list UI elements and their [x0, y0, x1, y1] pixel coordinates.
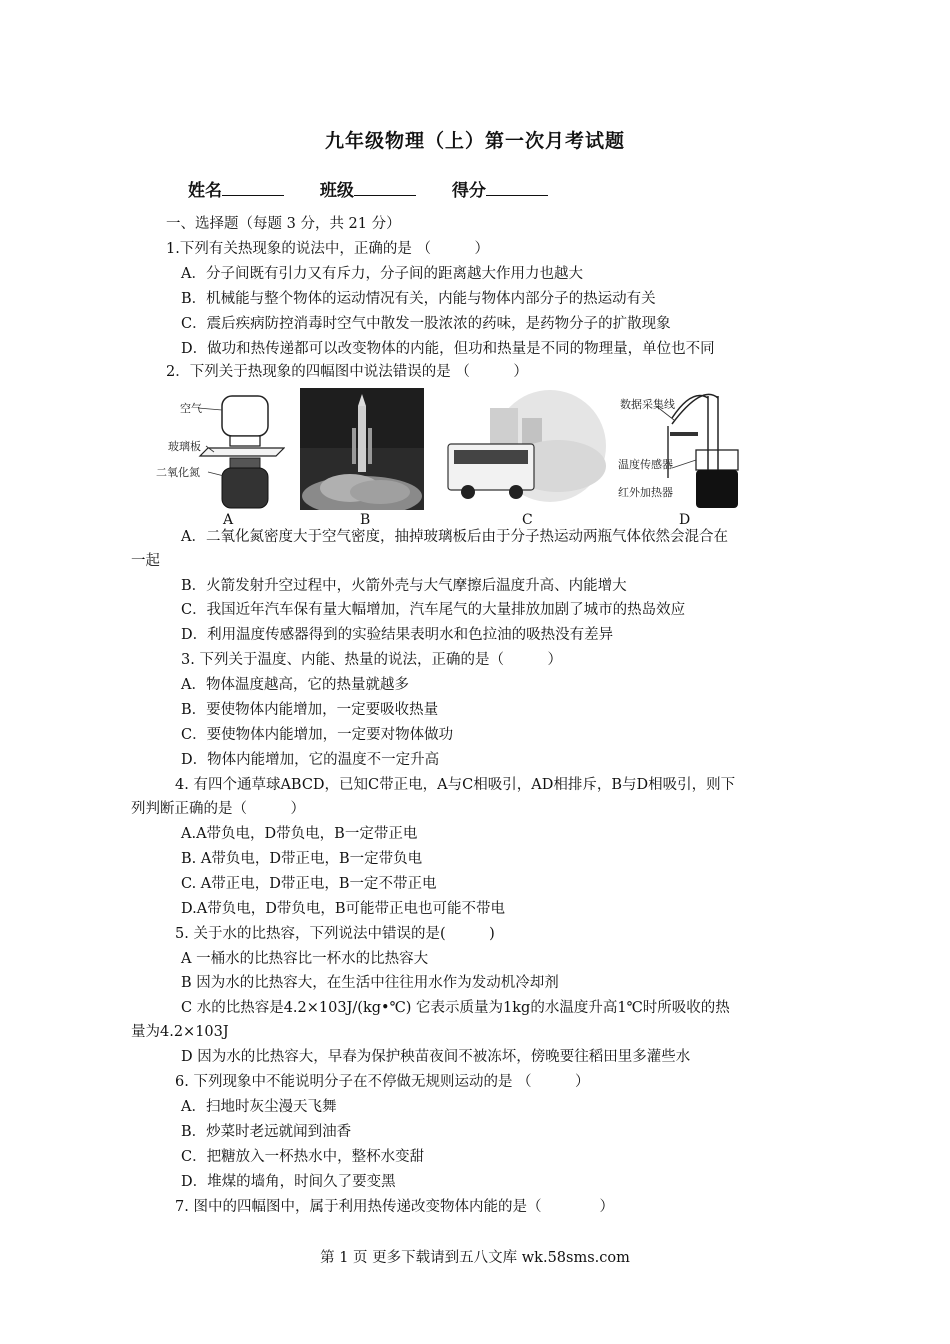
question-4-option-d: D.A带负电，D带负电，B可能带正电也可能不带电 [181, 901, 505, 917]
question-2-option-a-cont: 一起 [131, 553, 160, 569]
figure-b-rocket-launch [300, 388, 424, 510]
question-5-stem: 5. 关于水的比热容，下列说法中错误的是( ) [175, 926, 495, 942]
question-2-option-b: B．火箭发射升空过程中，火箭外壳与大气摩擦后温度升高、内能增大 [181, 578, 627, 594]
question-6-option-c: C．把糖放入一杯热水中，整杯水变甜 [181, 1149, 425, 1165]
question-4-option-c: C. A带正电，D带正电，B一定不带正电 [181, 876, 437, 892]
name-blank[interactable] [222, 179, 284, 196]
question-4-stem-cont: 列判断正确的是（ ） [131, 801, 305, 817]
question-6-option-d: D．堆煤的墙角，时间久了要变黑 [181, 1174, 396, 1190]
question-3-option-c: C．要使物体内能增加，一定要对物体做功 [181, 727, 454, 743]
question-3-stem: 3. 下列关于温度、内能、热量的说法，正确的是（ ） [181, 652, 562, 668]
question-2-stem: 2．下列关于热现象的四幅图中说法错误的是 （ ） [166, 364, 528, 380]
fig-d-label-heater: 红外加热器 [618, 486, 673, 499]
name-label: 姓名 [188, 181, 222, 201]
question-4-option-a: A.A带负电，D带负电，B一定带正电 [181, 826, 418, 842]
question-4-stem: 4. 有四个通草球ABCD，已知C带正电，A与C相吸引，AD相排斥，B与D相吸引，则下 [175, 777, 736, 793]
fig-d-label-temp-sensor: 温度传感器 [618, 458, 673, 471]
question-1-option-c: C．震后疾病防控消毒时空气中散发一股浓浓的药味，是药物分子的扩散现象 [181, 316, 671, 332]
question-1-option-a: A．分子间既有引力又有斥力，分子间的距离越大作用力也越大 [181, 266, 583, 282]
class-blank[interactable] [354, 179, 416, 196]
figure-d-sensor-setup [612, 388, 747, 513]
question-6-option-b: B．炒菜时老远就闻到油香 [181, 1124, 352, 1140]
question-2-option-c: C．我国近年汽车保有量大幅增加，汽车尾气的大量排放加剧了城市的热岛效应 [181, 602, 686, 618]
figure-c-bus-exhaust [440, 388, 610, 510]
section-heading: 一、选择题（每题 3 分，共 21 分） [166, 216, 401, 232]
question-3-option-d: D．物体内能增加，它的温度不一定升高 [181, 752, 440, 768]
question-6-stem: 6. 下列现象中不能说明分子在不停做无规则运动的是 （ ） [175, 1074, 590, 1090]
question-5-option-d: D 因为水的比热容大，早春为保护秧苗夜间不被冻坏，傍晚要往稻田里多灌些水 [181, 1049, 691, 1065]
class-label: 班级 [319, 181, 354, 201]
student-info-row [188, 176, 578, 201]
question-2-option-d: D．利用温度传感器得到的实验结果表明水和色拉油的吸热没有差异 [181, 627, 614, 643]
figure-letter-d: D [679, 512, 691, 528]
question-1-stem: 1.下列有关热现象的说法中，正确的是 （ ） [166, 241, 489, 257]
figure-a-diffusion-bottles [150, 388, 285, 513]
fig-a-label-no2: 二氧化氮 [156, 466, 200, 479]
question-2-option-a: A．二氧化氮密度大于空气密度，抽掉玻璃板后由于分子热运动两瓶气体依然会混合在 [181, 529, 728, 545]
figure-letter-a: A [223, 512, 234, 528]
page-footer: 第 1 页 更多下载请到五八文库 wk.58sms.com [320, 1250, 630, 1266]
fig-d-label-data-cable: 数据采集线 [620, 398, 675, 411]
figure-letter-b: B [360, 512, 371, 528]
score-label: 得分 [451, 181, 486, 201]
question-5-option-c: C 水的比热容是4.2×103J/(kg•℃) 它表示质量为1kg的水温度升高1℃时所吸收的热 [181, 1000, 730, 1016]
fig-a-label-glass: 玻璃板 [168, 440, 201, 453]
question-7-stem: 7. 图中的四幅图中，属于利用热传递改变物体内能的是（ ） [175, 1199, 614, 1215]
question-5-option-c-cont: 量为4.2×103J [131, 1024, 229, 1040]
question-1-option-b: B．机械能与整个物体的运动情况有关，内能与物体内部分子的热运动有关 [181, 291, 656, 307]
figure-letter-c: C [522, 512, 533, 528]
question-3-option-b: B．要使物体内能增加，一定要吸收热量 [181, 702, 439, 718]
question-6-option-a: A．扫地时灰尘漫天飞舞 [181, 1099, 337, 1115]
score-blank[interactable] [486, 179, 548, 196]
question-4-option-b: B. A带负电，D带正电，B一定带负电 [181, 851, 423, 867]
fig-a-label-air: 空气 [180, 402, 202, 415]
question-3-option-a: A．物体温度越高，它的热量就越多 [181, 677, 409, 693]
question-5-option-a: A 一桶水的比热容比一杯水的比热容大 [181, 951, 429, 967]
question-1-option-d: D．做功和热传递都可以改变物体的内能，但功和热量是不同的物理量，单位也不同 [181, 341, 715, 357]
question-5-option-b: B 因为水的比热容大，在生活中往往用水作为发动机冷却剂 [181, 975, 559, 991]
page-title: 九年级物理（上）第一次月考试题 [324, 130, 625, 152]
